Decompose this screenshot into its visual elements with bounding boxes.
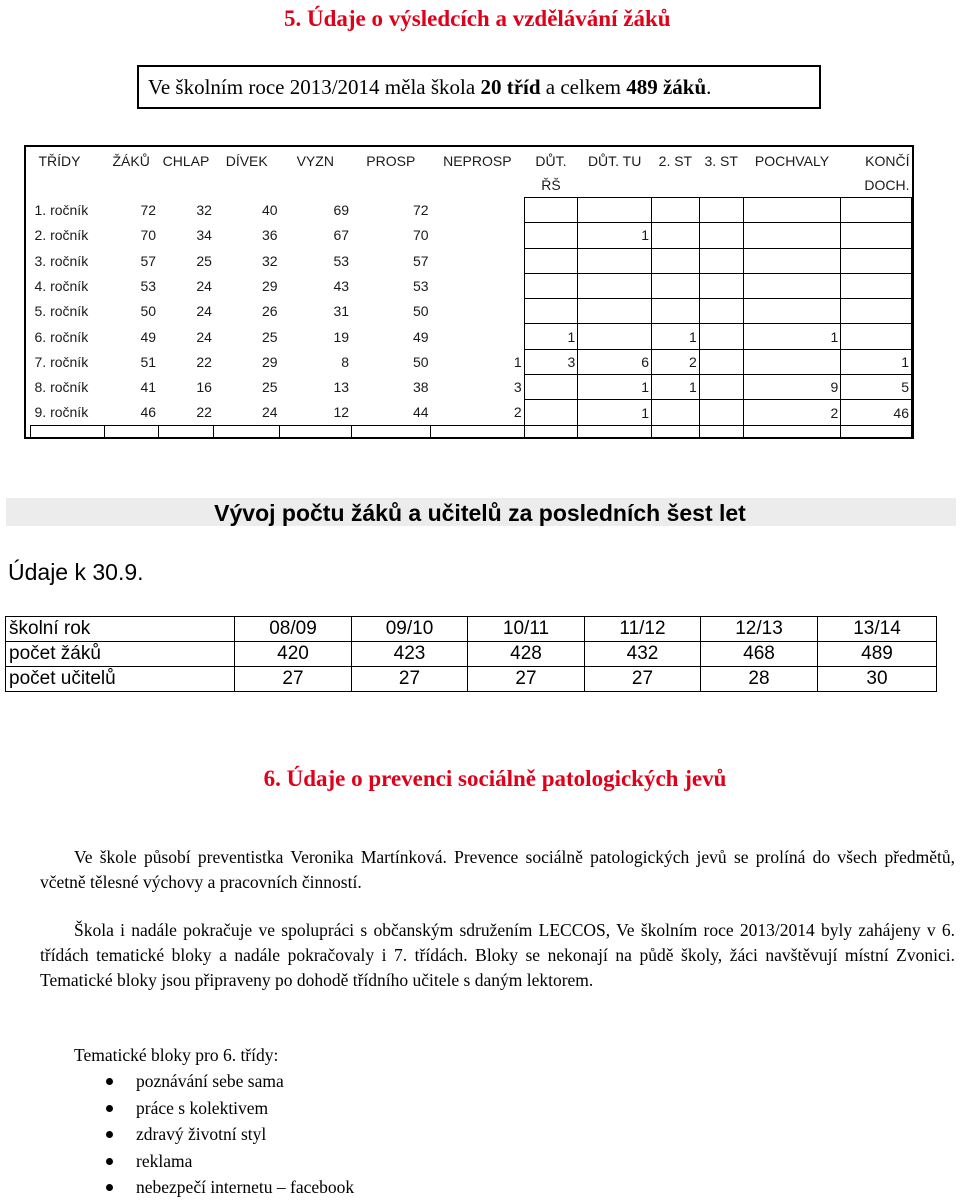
- table-row: [6, 667, 937, 692]
- grades-header-cell: KONČÍ DOCH.: [864, 153, 910, 193]
- table-cell: [524, 273, 578, 298]
- table-cell: 420: [235, 642, 352, 667]
- table-cell: [699, 349, 743, 374]
- table-cell: 25: [261, 328, 278, 345]
- list-item-label: poznávání sebe sama: [136, 1071, 284, 1091]
- summary-suffix: .: [706, 75, 712, 99]
- row-label: 8. ročník: [34, 379, 89, 396]
- table-cell: 69: [333, 202, 350, 219]
- table-cell: [743, 299, 841, 324]
- grades-header-cell: NEPROSP: [443, 153, 512, 169]
- bullet-icon: [106, 1131, 113, 1138]
- topics-list: [88, 1068, 354, 1201]
- table-cell: [743, 273, 841, 298]
- table-cell: [431, 299, 525, 324]
- table-cell: [431, 223, 525, 248]
- row-label: školní rok: [6, 617, 235, 642]
- table-row: [31, 198, 912, 223]
- table-cell: [431, 273, 525, 298]
- table-cell: 1: [513, 353, 522, 370]
- grades-header-cell: 2. ST: [658, 153, 693, 169]
- table-row: [31, 349, 912, 374]
- table-cell: 36: [261, 227, 278, 244]
- table-cell: 22: [196, 404, 212, 421]
- row-label: [31, 425, 105, 439]
- row-label: 1. ročník: [34, 202, 89, 219]
- table-cell: 1: [841, 349, 912, 374]
- table-cell: 1: [578, 375, 652, 400]
- table-cell: 29: [261, 278, 278, 295]
- table-cell: [841, 248, 912, 273]
- list-item-label: nebezpečí internetu – facebook: [136, 1177, 355, 1197]
- list-item: [88, 1068, 354, 1095]
- table-cell: 27: [352, 667, 468, 692]
- table-cell: 34: [196, 227, 212, 244]
- table-cell: [652, 400, 700, 425]
- row-label: 4. ročník: [34, 278, 89, 295]
- table-cell: 72: [412, 202, 429, 219]
- grades-header-cell: POCHVALY: [754, 153, 830, 169]
- table-cell: 489: [818, 642, 937, 667]
- table-cell: [743, 198, 841, 223]
- table-cell: [699, 425, 743, 439]
- grades-header-cell: DŮT. ŘŠ: [535, 153, 567, 193]
- table-cell: [699, 400, 743, 425]
- table-cell: 2: [743, 400, 841, 425]
- table-cell: [431, 248, 525, 273]
- bullet-icon: [106, 1105, 113, 1112]
- table-cell: 43: [333, 278, 350, 295]
- table-cell: [841, 324, 912, 349]
- table-cell: 31: [333, 303, 350, 320]
- list-item: [88, 1148, 354, 1175]
- table-cell: 49: [140, 328, 157, 345]
- table-row: [31, 324, 912, 349]
- table-cell: 432: [585, 642, 701, 667]
- table-cell: [524, 198, 578, 223]
- table-cell: 50: [412, 353, 429, 370]
- table-cell: 53: [412, 278, 429, 295]
- grades-header-cell: CHLAP: [162, 153, 210, 169]
- table-row: [6, 642, 937, 667]
- bullet-icon: [106, 1158, 113, 1165]
- grades-header-cell: ŽÁKŮ: [112, 153, 150, 169]
- table-cell: 22: [196, 353, 212, 370]
- table-cell: 1: [578, 223, 652, 248]
- table-cell: 53: [333, 252, 350, 269]
- table-cell: 26: [261, 303, 278, 320]
- table-cell: 46: [140, 404, 157, 421]
- table-cell: 67: [333, 227, 350, 244]
- table-cell: 3: [513, 379, 522, 396]
- section-5-title: 5. Údaje o výsledcích a vzdělávání žáků: [284, 6, 671, 31]
- table-cell: 09/10: [352, 617, 468, 642]
- table-row: [31, 425, 912, 439]
- table-cell: [699, 299, 743, 324]
- table-cell: 16: [196, 379, 212, 396]
- summary-classes: 20 tříd: [480, 75, 541, 99]
- paragraph-preventist: Ve škole působí preventistka Veronika Martínková. Prevence sociálně patologických jevů se prolíná do všech předmětů, včetně tělesné výchovy a pracovních činností.: [40, 847, 955, 892]
- table-cell: 2: [513, 404, 522, 421]
- table-cell: [578, 299, 652, 324]
- table-row: [31, 273, 912, 298]
- table-cell: 10/11: [468, 617, 585, 642]
- table-cell: [699, 273, 743, 298]
- table-cell: 13/14: [818, 617, 937, 642]
- table-cell: 24: [196, 328, 212, 345]
- table-cell: [578, 273, 652, 298]
- list-item: [88, 1095, 354, 1122]
- table-cell: [743, 248, 841, 273]
- table-cell: [841, 223, 912, 248]
- table-cell: [743, 349, 841, 374]
- table-cell: [699, 248, 743, 273]
- table-cell: 38: [412, 379, 429, 396]
- table-cell: 57: [412, 252, 429, 269]
- summary-box: [137, 65, 821, 109]
- row-label: počet žáků: [6, 642, 235, 667]
- table-cell: 29: [261, 353, 278, 370]
- table-cell: 70: [140, 227, 157, 244]
- table-cell: [652, 223, 700, 248]
- row-label: 7. ročník: [34, 353, 89, 370]
- table-cell: 6: [578, 349, 652, 374]
- table-cell: 50: [140, 303, 157, 320]
- list-item: [88, 1121, 354, 1148]
- table-cell: 72: [140, 202, 157, 219]
- table-cell: [158, 425, 214, 439]
- section-6-title: 6. Údaje o prevenci sociálně patologických jevů: [263, 766, 727, 791]
- table-cell: [743, 223, 841, 248]
- table-cell: 1: [652, 324, 700, 349]
- table-cell: [280, 425, 351, 439]
- table-cell: 44: [412, 404, 429, 421]
- table-cell: [652, 198, 700, 223]
- table-cell: [841, 273, 912, 298]
- bullet-icon: [106, 1078, 113, 1085]
- list-item: [88, 1174, 354, 1201]
- summary-prefix: Ve školním roce 2013/2014 měla škola: [148, 75, 481, 99]
- table-cell: 70: [412, 227, 429, 244]
- table-cell: [699, 375, 743, 400]
- topics-list-title: Tematické bloky pro 6. třídy:: [74, 1045, 279, 1065]
- table-cell: [652, 273, 700, 298]
- list-item-label: zdravý životní styl: [136, 1124, 267, 1144]
- table-cell: [743, 425, 841, 439]
- table-cell: 32: [261, 252, 278, 269]
- row-label: 5. ročník: [34, 303, 89, 320]
- table-cell: 423: [352, 642, 468, 667]
- table-cell: [699, 324, 743, 349]
- table-row: [31, 223, 912, 248]
- summary-middle: a celkem: [540, 75, 627, 99]
- table-cell: 5: [841, 375, 912, 400]
- trend-table: [5, 616, 937, 692]
- table-cell: [841, 425, 912, 439]
- table-cell: [841, 198, 912, 223]
- grades-header-cell: DÍVEK: [225, 153, 268, 169]
- table-cell: 2: [652, 349, 700, 374]
- table-cell: 1: [743, 324, 841, 349]
- table-cell: 12/13: [701, 617, 818, 642]
- table-cell: [578, 248, 652, 273]
- table-cell: [524, 375, 578, 400]
- list-item-label: reklama: [136, 1150, 193, 1171]
- table-cell: 50: [412, 303, 429, 320]
- summary-pupils: 489 žáků: [626, 75, 707, 99]
- row-label: 3. ročník: [34, 252, 89, 269]
- row-label: 6. ročník: [34, 328, 89, 345]
- trend-title: Vývoj počtu žáků a učitelů za posledních šest let: [214, 500, 746, 526]
- table-cell: [524, 299, 578, 324]
- table-cell: [652, 425, 700, 439]
- grades-header-cell: TŘÍDY: [38, 153, 81, 169]
- row-label: počet učitelů: [6, 667, 235, 692]
- grades-header-cell: VYZN: [296, 153, 334, 169]
- table-cell: [524, 400, 578, 425]
- table-cell: 468: [701, 642, 818, 667]
- table-cell: [431, 324, 525, 349]
- row-label: 2. ročník: [34, 227, 89, 244]
- table-cell: 25: [261, 379, 278, 396]
- table-cell: 1: [524, 324, 578, 349]
- table-cell: [578, 425, 652, 439]
- table-cell: 1: [652, 375, 700, 400]
- list-item-label: práce s kolektivem: [136, 1097, 269, 1118]
- table-cell: 12: [333, 404, 350, 421]
- table-cell: 49: [412, 328, 429, 345]
- table-cell: 19: [333, 328, 350, 345]
- table-cell: 24: [196, 303, 212, 320]
- date-label: Údaje k 30.9.: [8, 559, 144, 585]
- table-cell: 13: [333, 379, 350, 396]
- paragraph-leccos: Škola i nadále pokračuje ve spolupráci s občanským sdružením LECCOS, Ve školním roce 2013/2014 byly zahájeny v 6. třídách tematické bloky a nadále pokračovaly i 7. třídách. Bloky se nekonají na půdě školy, žáci navštěvují místní Zvonici. Tematické bloky jsou připraveny po dohodě třídního učitele s daným lektorem.: [40, 920, 955, 990]
- table-cell: [652, 248, 700, 273]
- table-cell: 25: [196, 252, 212, 269]
- bullet-icon: [106, 1184, 113, 1191]
- table-cell: 9: [743, 375, 841, 400]
- grades-header-row: [31, 149, 912, 198]
- table-cell: [699, 198, 743, 223]
- table-cell: 28: [701, 667, 818, 692]
- table-cell: [652, 299, 700, 324]
- row-label: 9. ročník: [34, 404, 89, 421]
- table-cell: [524, 248, 578, 273]
- table-row: [31, 248, 912, 273]
- table-cell: [578, 324, 652, 349]
- table-row: [31, 299, 912, 324]
- table-cell: 428: [468, 642, 585, 667]
- table-cell: 27: [235, 667, 352, 692]
- table-cell: 08/09: [235, 617, 352, 642]
- table-cell: 27: [468, 667, 585, 692]
- table-row: [31, 400, 912, 425]
- table-cell: 27: [585, 667, 701, 692]
- table-cell: [104, 425, 158, 439]
- grades-header-cell: PROSP: [366, 153, 416, 169]
- table-cell: 3: [524, 349, 578, 374]
- grades-header-cell: DŮT. TU: [587, 153, 642, 169]
- table-cell: 1: [578, 400, 652, 425]
- table-cell: [431, 425, 525, 439]
- table-cell: 53: [140, 278, 157, 295]
- table-cell: 46: [841, 400, 912, 425]
- grades-table: [30, 149, 912, 439]
- table-cell: [578, 198, 652, 223]
- table-cell: [841, 299, 912, 324]
- table-row: [31, 375, 912, 400]
- table-cell: 40: [261, 202, 278, 219]
- table-cell: [524, 425, 578, 439]
- table-row: [6, 617, 937, 642]
- table-cell: 24: [196, 278, 212, 295]
- grades-header-cell: 3. ST: [704, 153, 738, 169]
- table-cell: 30: [818, 667, 937, 692]
- table-cell: 51: [140, 353, 157, 370]
- table-cell: [699, 223, 743, 248]
- table-cell: 41: [140, 379, 157, 396]
- table-cell: [431, 198, 525, 223]
- table-cell: 57: [140, 252, 157, 269]
- table-cell: 32: [196, 202, 212, 219]
- table-cell: 11/12: [585, 617, 701, 642]
- table-cell: 8: [341, 353, 350, 370]
- grades-table-frame: [24, 145, 914, 439]
- table-cell: [524, 223, 578, 248]
- table-cell: 24: [261, 404, 278, 421]
- table-cell: [351, 425, 431, 439]
- table-cell: [214, 425, 280, 439]
